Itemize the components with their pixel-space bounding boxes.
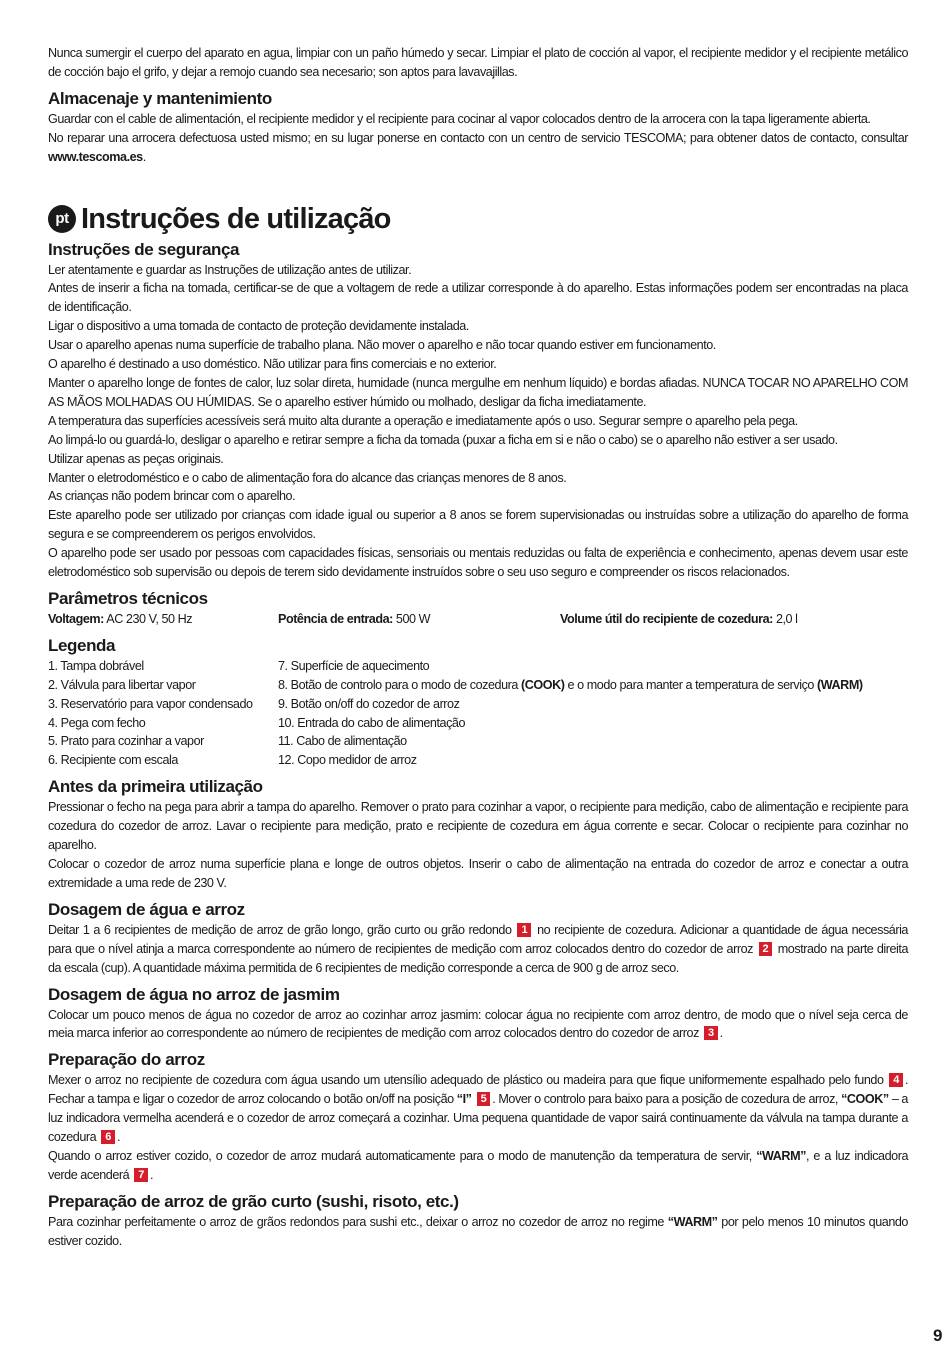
preparation-text: Quando o arroz estiver cozido, o cozedor de arroz mudará automaticamente para o modo de manutenção da temperatura de servir, — [48, 1148, 757, 1163]
short-grain-paragraph — [48, 1213, 908, 1251]
es-intro-paragraph: Nunca sumergir el cuerpo del aparato en agua, limpiar con un paño húmedo y secar. Limpiar el plato de cocción al vapor, el recipiente medidor y el recipiente metálico de cocción bajo el grifo, y dejar a remojo cuando sea necesario; son aptos para lavavajillas. — [48, 46, 908, 79]
legend-item: 3. Reservatório para vapor condensado — [48, 696, 253, 711]
dosage-text: Deitar 1 a 6 recipientes de medição de arroz de grão longo, grão curto ou grão redondo — [48, 922, 516, 937]
legend-column-2 — [278, 657, 908, 770]
pt-main-title-text: Instruções de utilização — [81, 202, 391, 235]
legend-item: 12. Copo medidor de arroz — [278, 753, 417, 768]
short-grain-text: por pelo menos 10 minutos quando estiver cozido. — [48, 1214, 908, 1248]
es-storage-paragraph-2 — [48, 129, 908, 167]
param-voltage-label: Voltagem: — [48, 611, 104, 626]
jasmine-paragraph — [48, 1006, 908, 1044]
warm-mode-label: “WARM” — [756, 1148, 806, 1163]
es-storage-text: No reparar una arrocera defectuosa usted mismo; en su lugar ponerse en contacto con un centro de servicio TESCOMA; para obtener datos de contacto, consultar — [48, 130, 908, 145]
preparation-text: . — [149, 1167, 154, 1182]
legend-cook-label: (COOK) — [521, 677, 565, 692]
safety-item: Antes de inserir a ficha na tomada, certificar-se de que a voltagem de rede a utilizar corresponde à do aparelho. Estas informações podem ser encontradas na placa de identificação. — [48, 281, 908, 315]
jasmine-text: Colocar um pouco menos de água no cozedor de arroz ao cozinhar arroz jasmim: colocar água no recipiente com arroz dentro, de modo que o nível seja cerca de meia marca inferior ao correspondente ao número de recipientes de medição com arroz colocados dentro do cozedor de arroz — [48, 1007, 908, 1041]
short-grain-text: Para cozinhar perfeitamente o arroz de grãos redondos para sushi etc., deixar o arroz no cozedor de arroz no regime — [48, 1214, 668, 1229]
param-voltage-value: AC 230 V, 50 Hz — [103, 611, 193, 626]
safety-item: Usar o aparelho apenas numa superfície de trabalho plana. Não mover o aparelho e não tocar quando estiver em funcionamento. — [48, 338, 716, 353]
safety-item: Ler atentamente e guardar as Instruções de utilização antes de utilizar. — [48, 262, 412, 277]
safety-item: Este aparelho pode ser utilizado por crianças com idade igual ou superior a 8 anos se forem supervisionadas ou instruídas sobre a utilização do aparelho de forma segura e se compreenderem os perigos envolvidos. — [48, 508, 908, 542]
safety-item: Manter o aparelho longe de fontes de calor, luz solar direta, humidade (nunca mergulhe em nenhum líquido) e bordas afiadas. NUNCA TOCAR NO APARELHO COM AS MÃOS MOLHADAS OU HÚMIDAS. Se o aparelho estiver húmido ou molhado, desligar da ficha imediatamente. — [48, 375, 908, 409]
es-storage-end: . — [142, 149, 146, 164]
safety-item: A temperatura das superfícies acessíveis será muito alta durante a operação e imediatamente após o uso. Segurar sempre o aparelho pela pega. — [48, 413, 798, 428]
legend-item: 4. Pega com fecho — [48, 715, 146, 730]
preparation-text: . — [116, 1130, 120, 1145]
legend-item: 5. Prato para cozinhar a vapor — [48, 734, 204, 749]
jasmine-text: . — [719, 1026, 723, 1041]
legend-item: 7. Superfície de aquecimento — [278, 658, 430, 673]
preparation-text: Mexer o arroz no recipiente de cozedura com água usando um utensílio adequado de plástico ou madeira para que fique uniformemente espalhado pelo fundo — [48, 1073, 888, 1088]
pt-language-badge-icon: pt — [48, 205, 76, 233]
figure-ref-badge: 3 — [704, 1026, 718, 1040]
legend-item: 11. Cabo de alimentação — [278, 734, 407, 749]
legend-item-text: e o modo para manter a temperatura de serviço — [564, 677, 818, 692]
safety-item: O aparelho é destinado a uso doméstico. Não utilizar para fins comerciais e no exterior. — [48, 357, 497, 372]
dosage-heading: Dosagem de água e arroz — [48, 899, 245, 919]
figure-ref-badge: 2 — [759, 942, 773, 956]
legend-column-1 — [48, 657, 278, 770]
param-voltage — [48, 610, 278, 629]
param-power-value: 500 W — [392, 611, 431, 626]
param-volume-value: 2,0 l — [772, 611, 798, 626]
page-number: 9 — [933, 1326, 943, 1345]
safety-item: Ligar o dispositivo a uma tomada de contacto de proteção devidamente instalada. — [48, 319, 469, 334]
es-storage-heading: Almacenaje y mantenimiento — [48, 88, 272, 108]
tescoma-link[interactable]: www.tescoma.es — [48, 149, 143, 164]
figure-ref-badge: 4 — [889, 1073, 903, 1087]
params-row — [48, 610, 908, 629]
preparation-paragraph-2 — [48, 1147, 908, 1185]
legend-item: 9. Botão on/off do cozedor de arroz — [278, 696, 460, 711]
param-volume — [560, 610, 798, 629]
safety-item: As crianças não podem brincar com o aparelho. — [48, 489, 296, 504]
params-heading: Parâmetros técnicos — [48, 588, 208, 608]
safety-item: Ao limpá-lo ou guardá-lo, desligar o aparelho e retirar sempre a ficha da tomada (puxar a ficha em si e não o cabo) se o aparelho não estiver a ser usado. — [48, 432, 838, 447]
figure-ref-badge: 5 — [477, 1092, 491, 1106]
legend-item: 2. Válvula para libertar vapor — [48, 677, 196, 692]
first-use-paragraph-2: Colocar o cozedor de arroz numa superfície plana e longe de outros objetos. Inserir o cabo de alimentação na entrada do cozedor de arroz e conectar a outra extremidade a uma rede de 230 V. — [48, 857, 908, 890]
figure-ref-badge: 7 — [134, 1168, 148, 1182]
param-power-label: Potência de entrada: — [278, 611, 393, 626]
first-use-paragraph-1: Pressionar o fecho na pega para abrir a tampa do aparelho. Remover o prato para cozinhar a vapor, o recipiente para medição, cabo de alimentação e recipiente para cozedura do cozedor de arroz. Lavar o recipiente para medição, prato e recipiente de cozedura em água corrente e secar. Colocar o recipiente para cozinhar no aparelho. — [48, 800, 908, 853]
dosage-paragraph — [48, 921, 908, 978]
first-use-heading: Antes da primeira utilização — [48, 777, 263, 797]
figure-ref-badge: 1 — [517, 923, 531, 937]
legend-item — [278, 676, 908, 695]
legend-item-text: 8. Botão de controlo para o modo de cozedura — [278, 677, 521, 692]
safety-heading: Instruções de segurança — [48, 239, 240, 259]
jasmine-heading: Dosagem de água no arroz de jasmim — [48, 984, 340, 1004]
dosage-text: no recipiente de cozedura. Adicionar a quantidade de água necessária para que o nível atinja a marca correspondente ao número de recipientes de medição com arroz colocados dentro do cozedor de arroz — [48, 922, 908, 956]
figure-ref-badge: 6 — [101, 1130, 115, 1144]
cook-mode-label: “COOK” — [841, 1092, 889, 1107]
manual-page — [48, 44, 908, 1251]
es-storage-paragraph-1: Guardar con el cable de alimentación, el recipiente medidor y el recipiente para cocinar al vapor colocados dentro de la arrocera con la tapa ligeramente abierta. — [48, 111, 871, 126]
param-power — [278, 610, 560, 629]
safety-item: Manter o eletrodoméstico e o cabo de alimentação fora do alcance das crianças menores de 8 anos. — [48, 470, 567, 485]
preparation-text: , e a luz indicadora verde acenderá — [48, 1148, 909, 1182]
preparation-text: . Fechar a tampa e ligar o cozedor de arroz colocando o botão on/off na posição — [48, 1073, 908, 1107]
legend-list — [48, 657, 908, 770]
preparation-paragraph-1 — [48, 1071, 908, 1147]
short-grain-heading: Preparação de arroz de grão curto (sushi, risoto, etc.) — [48, 1191, 459, 1211]
param-volume-label: Volume útil do recipiente de cozedura: — [560, 611, 773, 626]
switch-position-label: “I” — [456, 1092, 472, 1107]
warm-mode-label: “WARM” — [667, 1214, 718, 1229]
safety-item: O aparelho pode ser usado por pessoas com capacidades físicas, sensoriais ou mentais reduzidas ou falta de experiência e conhecimento, apenas devem usar este eletrodoméstico sob supervisão ou depois de terem sido devidamente instruídos sobre o seu uso seguro e compreender os riscos relacionados. — [48, 546, 908, 580]
preparation-text: . Mover o controlo para baixo para a posição de cozedura de arroz, — [492, 1092, 842, 1107]
preparation-text: – a luz indicadora vermelha acenderá e o cozedor de arroz começará a cozinhar. Uma pequena quantidade de vapor sairá continuamente da válvula na tampa durante a cozedura — [48, 1092, 908, 1145]
dosage-text: mostrado na parte direita da escala (cup). A quantidade máxima permitida de 6 recipientes de medição corresponde a cerca de 900 g de arroz seco. — [48, 941, 909, 975]
legend-item: 10. Entrada do cabo de alimentação — [278, 715, 466, 730]
safety-item: Utilizar apenas as peças originais. — [48, 451, 224, 466]
safety-list — [48, 261, 908, 582]
legend-item: 6. Recipiente com escala — [48, 753, 178, 768]
legend-item: 1. Tampa dobrável — [48, 658, 144, 673]
legend-heading: Legenda — [48, 635, 116, 655]
preparation-heading: Preparação do arroz — [48, 1050, 205, 1070]
pt-main-title — [48, 201, 908, 237]
legend-warm-label: (WARM) — [817, 677, 863, 692]
